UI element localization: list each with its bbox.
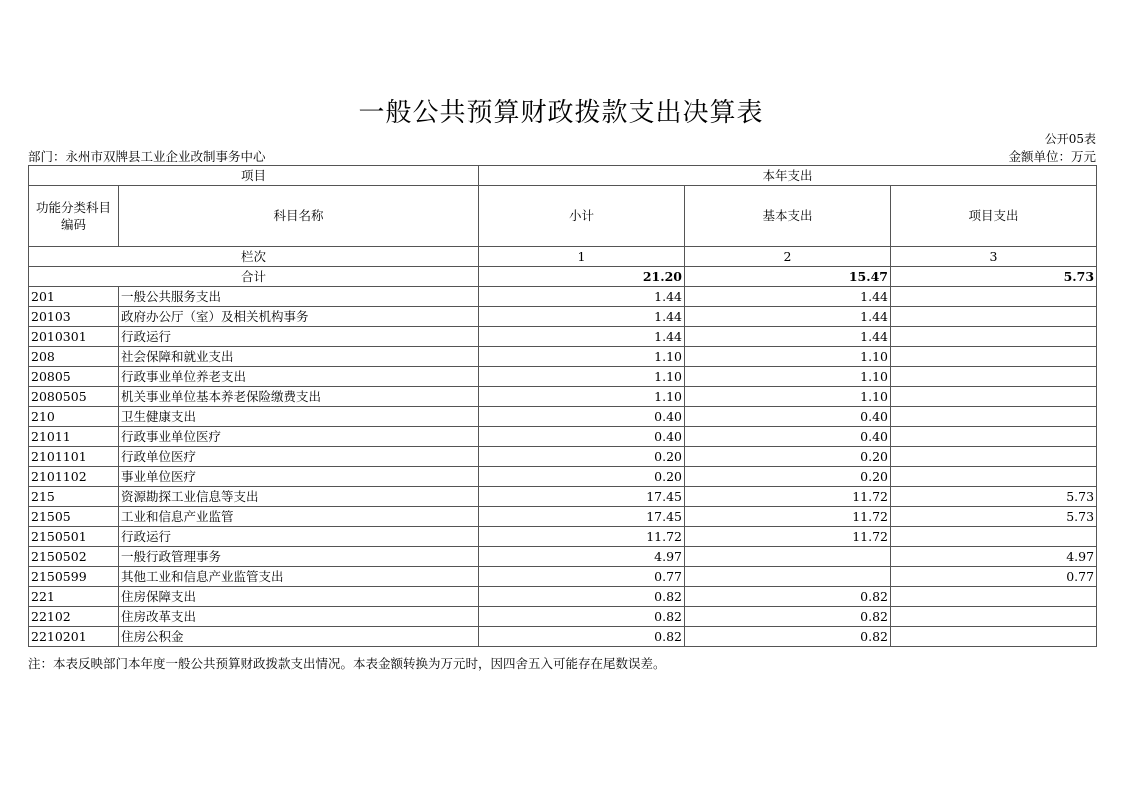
row-subject-name: 行政运行 — [119, 327, 479, 347]
row-subtotal: 0.77 — [479, 567, 685, 587]
row-project: 5.73 — [891, 507, 1097, 527]
total-project: 5.73 — [891, 267, 1097, 287]
row-project: 4.97 — [891, 547, 1097, 567]
row-basic — [685, 547, 891, 567]
column-number-label: 栏次 — [29, 247, 479, 267]
row-code: 2010301 — [29, 327, 119, 347]
row-subject-name: 住房公积金 — [119, 627, 479, 647]
row-code: 201 — [29, 287, 119, 307]
row-project — [891, 287, 1097, 307]
row-subtotal: 0.40 — [479, 427, 685, 447]
row-basic: 1.44 — [685, 307, 891, 327]
row-subject-name: 行政运行 — [119, 527, 479, 547]
row-subtotal: 0.20 — [479, 467, 685, 487]
table-number: 公开05表 — [1044, 132, 1096, 146]
row-subject-name: 资源勘探工业信息等支出 — [119, 487, 479, 507]
page-title: 一般公共预算财政拨款支出决算表 — [358, 98, 764, 128]
row-subject-name: 住房保障支出 — [119, 587, 479, 607]
footnote: 注：本表反映部门本年度一般公共预算财政拨款支出情况。本表金额转换为万元时，因四舍五入可能存在尾数误差。 — [28, 656, 666, 671]
header-code: 功能分类科目编码 — [29, 186, 119, 247]
column-number-3: 3 — [891, 247, 1097, 267]
row-subject-name: 社会保障和就业支出 — [119, 347, 479, 367]
table-row — [29, 407, 1097, 427]
header-subject-name: 科目名称 — [119, 186, 479, 247]
row-code: 2150502 — [29, 547, 119, 567]
table-row — [29, 607, 1097, 627]
row-subtotal: 1.44 — [479, 327, 685, 347]
column-number-row — [29, 247, 1097, 267]
row-basic: 0.40 — [685, 407, 891, 427]
row-subject-name: 行政事业单位养老支出 — [119, 367, 479, 387]
row-project — [891, 427, 1097, 447]
row-subtotal: 0.82 — [479, 587, 685, 607]
header-subtotal: 小计 — [479, 186, 685, 247]
table-row — [29, 347, 1097, 367]
row-basic — [685, 567, 891, 587]
table-row — [29, 507, 1097, 527]
row-project — [891, 607, 1097, 627]
total-row — [29, 267, 1097, 287]
table-row — [29, 327, 1097, 347]
row-code: 2101102 — [29, 467, 119, 487]
row-code: 208 — [29, 347, 119, 367]
total-subtotal: 21.20 — [479, 267, 685, 287]
row-subtotal: 0.82 — [479, 627, 685, 647]
row-subject-name: 政府办公厅（室）及相关机构事务 — [119, 307, 479, 327]
total-label: 合计 — [29, 267, 479, 287]
row-subtotal: 0.40 — [479, 407, 685, 427]
row-code: 221 — [29, 587, 119, 607]
total-basic: 15.47 — [685, 267, 891, 287]
row-subtotal: 1.44 — [479, 307, 685, 327]
row-code: 21505 — [29, 507, 119, 527]
row-project — [891, 367, 1097, 387]
row-project — [891, 627, 1097, 647]
row-project — [891, 447, 1097, 467]
row-code: 2150501 — [29, 527, 119, 547]
row-code: 21011 — [29, 427, 119, 447]
row-project: 0.77 — [891, 567, 1097, 587]
column-number-1: 1 — [479, 247, 685, 267]
row-code: 2150599 — [29, 567, 119, 587]
row-subtotal: 4.97 — [479, 547, 685, 567]
row-basic: 0.82 — [685, 607, 891, 627]
row-code: 22102 — [29, 607, 119, 627]
row-code: 20103 — [29, 307, 119, 327]
row-subtotal: 1.10 — [479, 367, 685, 387]
row-project — [891, 327, 1097, 347]
row-subject-name: 一般公共服务支出 — [119, 287, 479, 307]
table-row — [29, 547, 1097, 567]
department-label: 部门：永州市双牌县工业企业改制事务中心 — [28, 149, 266, 164]
row-basic: 0.82 — [685, 587, 891, 607]
expense-table — [28, 165, 1097, 647]
header-current-year-expense: 本年支出 — [479, 166, 1097, 186]
row-subject-name: 事业单位医疗 — [119, 467, 479, 487]
table-row — [29, 487, 1097, 507]
column-number-2: 2 — [685, 247, 891, 267]
row-basic: 1.44 — [685, 327, 891, 347]
row-basic: 11.72 — [685, 527, 891, 547]
row-project — [891, 587, 1097, 607]
header-project: 项目 — [29, 166, 479, 186]
row-basic: 0.40 — [685, 427, 891, 447]
table-row — [29, 567, 1097, 587]
table-row — [29, 367, 1097, 387]
header-row-2 — [29, 186, 1097, 247]
row-basic: 0.20 — [685, 467, 891, 487]
table-row — [29, 627, 1097, 647]
row-basic: 1.44 — [685, 287, 891, 307]
row-project — [891, 527, 1097, 547]
row-basic: 1.10 — [685, 367, 891, 387]
row-subtotal: 1.44 — [479, 287, 685, 307]
row-code: 210 — [29, 407, 119, 427]
row-project — [891, 347, 1097, 367]
table-row — [29, 527, 1097, 547]
row-code: 2080505 — [29, 387, 119, 407]
row-basic: 1.10 — [685, 347, 891, 367]
header-row-1 — [29, 166, 1097, 186]
row-subtotal: 11.72 — [479, 527, 685, 547]
table-row — [29, 307, 1097, 327]
row-code: 2101101 — [29, 447, 119, 467]
row-subtotal: 17.45 — [479, 507, 685, 527]
table-row — [29, 427, 1097, 447]
row-project — [891, 407, 1097, 427]
unit-label: 金额单位：万元 — [1008, 149, 1096, 164]
row-project — [891, 307, 1097, 327]
row-subject-name: 工业和信息产业监管 — [119, 507, 479, 527]
header-basic: 基本支出 — [685, 186, 891, 247]
table-row — [29, 447, 1097, 467]
row-subtotal: 1.10 — [479, 347, 685, 367]
row-basic: 11.72 — [685, 487, 891, 507]
row-basic: 0.20 — [685, 447, 891, 467]
row-subject-name: 行政单位医疗 — [119, 447, 479, 467]
row-code: 20805 — [29, 367, 119, 387]
row-subject-name: 卫生健康支出 — [119, 407, 479, 427]
table-row — [29, 387, 1097, 407]
row-subtotal: 0.82 — [479, 607, 685, 627]
row-project — [891, 467, 1097, 487]
table-row — [29, 467, 1097, 487]
header-project-expense: 项目支出 — [891, 186, 1097, 247]
row-basic: 11.72 — [685, 507, 891, 527]
table-row — [29, 287, 1097, 307]
row-project: 5.73 — [891, 487, 1097, 507]
table-row — [29, 587, 1097, 607]
row-subject-name: 行政事业单位医疗 — [119, 427, 479, 447]
row-subject-name: 一般行政管理事务 — [119, 547, 479, 567]
row-basic: 1.10 — [685, 387, 891, 407]
row-subject-name: 机关事业单位基本养老保险缴费支出 — [119, 387, 479, 407]
row-subtotal: 1.10 — [479, 387, 685, 407]
row-basic: 0.82 — [685, 627, 891, 647]
row-project — [891, 387, 1097, 407]
row-subtotal: 0.20 — [479, 447, 685, 467]
row-subject-name: 其他工业和信息产业监管支出 — [119, 567, 479, 587]
row-subject-name: 住房改革支出 — [119, 607, 479, 627]
row-code: 215 — [29, 487, 119, 507]
row-code: 2210201 — [29, 627, 119, 647]
row-subtotal: 17.45 — [479, 487, 685, 507]
